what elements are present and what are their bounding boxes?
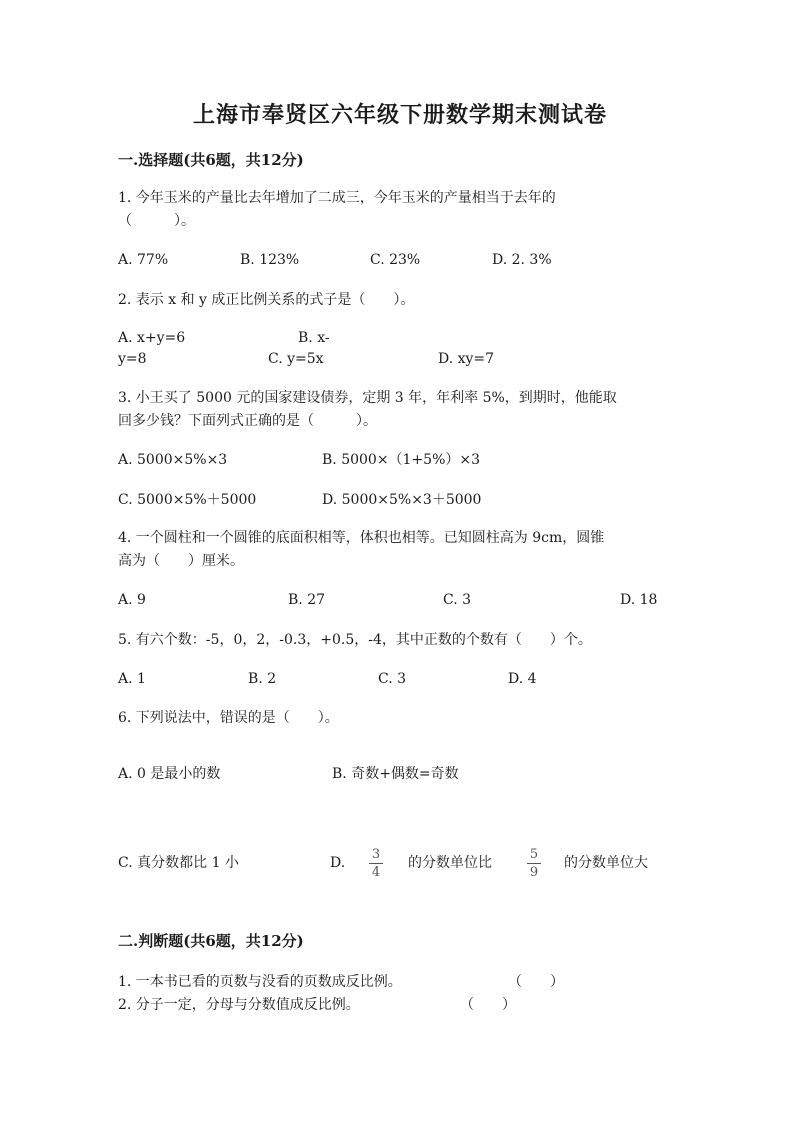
fraction-bar (369, 863, 383, 864)
question-4-option-a: A. 9 (118, 592, 146, 608)
question-3-text-cont: 回多少钱？下面列式正确的是（ ）。 (118, 413, 377, 429)
judgement-2-text: 2. 分子一定，分母与分数值成反比例。 (118, 997, 360, 1013)
judgement-1-text: 1. 一本书已看的页数与没看的页数成反比例。 (118, 974, 402, 990)
question-6-text: 6. 下列说法中，错误的是（ ）。 (118, 710, 339, 726)
question-6-option-a: A. 0 是最小的数 (118, 766, 221, 782)
question-1-option-b: B. 123% (240, 252, 300, 268)
question-6-option-b: B. 奇数+偶数=奇数 (332, 766, 459, 782)
question-4-option-c: C. 3 (443, 592, 472, 608)
question-2-option-a: A. x+y=6 (118, 330, 186, 346)
question-3-option-b: B. 5000×（1+5%）×3 (322, 452, 481, 468)
section-heading-judgement: 二.判断题(共6题，共12分) (118, 932, 304, 950)
question-2-option-b-part2: y=8 (118, 351, 147, 367)
question-1-option-c: C. 23% (370, 252, 421, 268)
fraction-numerator: 3 (371, 847, 381, 862)
question-6-option-c: C. 真分数都比 1 小 (118, 855, 239, 871)
question-1-option-d: D. 2. 3% (492, 252, 552, 268)
question-5-option-a: A. 1 (118, 671, 146, 687)
question-1-blank: （ ）。 (118, 213, 195, 229)
question-1-text: 1. 今年玉米的产量比去年增加了二成三，今年玉米的产量相当于去年的 (118, 190, 556, 206)
question-5-option-c: C. 3 (378, 671, 407, 687)
fraction-three-quarters (365, 847, 387, 880)
question-4-text: 4. 一个圆柱和一个圆锥的底面积相等，体积也相等。已知圆柱高为 9cm，圆锥 (118, 530, 605, 546)
judgement-1-answer-blank: （ ） (508, 974, 564, 990)
question-6-option-d-end: 的分数单位大 (564, 855, 648, 871)
question-5-option-b: B. 2 (248, 671, 277, 687)
question-2-option-b-part1: B. x- (298, 330, 330, 346)
judgement-2-answer-blank: （ ） (460, 997, 516, 1013)
page-title: 上海市奉贤区六年级下册数学期末测试卷 (192, 102, 607, 128)
question-6-option-d: D. (330, 855, 346, 871)
fraction-numerator: 5 (529, 847, 539, 862)
question-5-option-d: D. 4 (508, 671, 537, 687)
fraction-denominator: 4 (371, 865, 381, 880)
question-2-text: 2. 表示 x 和 y 成正比例关系的式子是（ ）。 (118, 292, 415, 308)
question-3-option-a: A. 5000×5%×3 (118, 452, 228, 468)
fraction-bar (527, 863, 541, 864)
question-3-text: 3. 小王买了 5000 元的国家建设债券，定期 3 年，年利率 5%，到期时，他能取 (118, 390, 617, 406)
question-2-option-d: D. xy=7 (438, 351, 495, 367)
fraction-denominator: 9 (529, 865, 539, 880)
question-4-option-b: B. 27 (288, 592, 326, 608)
question-3-option-d: D. 5000×5%×3＋5000 (322, 492, 482, 508)
question-3-option-c: C. 5000×5%＋5000 (118, 492, 257, 508)
question-1-option-a: A. 77% (118, 252, 169, 268)
section-heading-choice: 一.选择题(共6题，共12分) (118, 151, 304, 169)
fraction-five-ninths (523, 847, 545, 880)
question-2-option-c: C. y=5x (268, 351, 324, 367)
question-4-option-d: D. 18 (620, 592, 658, 608)
question-6-option-d-middle: 的分数单位比 (408, 855, 492, 871)
question-5-text: 5. 有六个数：-5，0，2，-0.3，+0.5，-4，其中正数的个数有（ ）个。 (118, 632, 592, 648)
question-4-text-cont: 高为（ ）厘米。 (118, 553, 244, 569)
